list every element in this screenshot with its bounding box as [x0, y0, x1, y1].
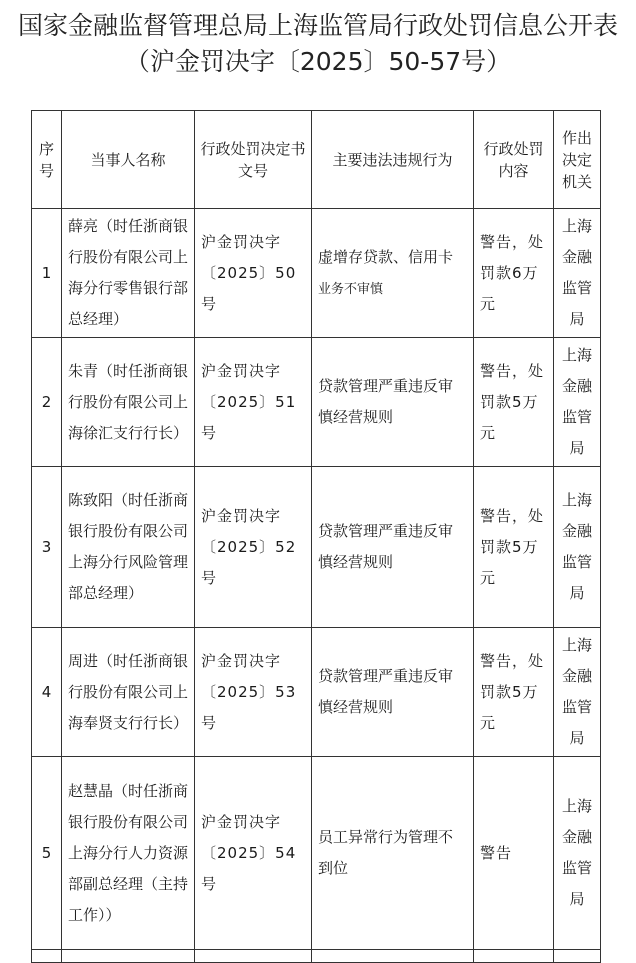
cell-org: 上海金融监管局	[554, 209, 601, 338]
table-row	[32, 757, 601, 950]
cell-party: 赵慧晶（时任浙商银行股份有限公司上海分行人力资源部副总经理（主持工作））	[62, 757, 195, 950]
cell-penalty: 警告，处罚款5万元	[474, 467, 554, 628]
cell-org: 上海金融监管局	[554, 467, 601, 628]
cell-doc: 沪金罚决字〔2025〕51号	[195, 338, 312, 467]
cell-doc: 沪金罚决字〔2025〕53号	[195, 628, 312, 757]
violation-small: 业务不审慎	[318, 281, 384, 297]
cell-violation	[312, 209, 474, 338]
cell-violation: 员工异常行为管理不到位	[312, 757, 474, 950]
cell-doc: 沪金罚决字〔2025〕54号	[195, 757, 312, 950]
cell-penalty: 警告，处罚款5万元	[474, 628, 554, 757]
cell-empty	[474, 950, 554, 963]
header-num: 序号	[32, 111, 62, 209]
cell-party: 周进（时任浙商银行股份有限公司上海奉贤支行行长）	[62, 628, 195, 757]
table-row-partial	[32, 950, 601, 963]
title-line-1: 国家金融监督管理总局上海监管局行政处罚信息公开表	[17, 11, 618, 40]
header-penalty: 行政处罚内容	[474, 111, 554, 209]
cell-violation: 贷款管理严重违反审慎经营规则	[312, 338, 474, 467]
header-doc: 行政处罚决定书文号	[195, 111, 312, 209]
table-row	[32, 467, 601, 628]
cell-doc: 沪金罚决字〔2025〕52号	[195, 467, 312, 628]
header-party: 当事人名称	[62, 111, 195, 209]
cell-empty	[32, 950, 62, 963]
cell-violation: 贷款管理严重违反审慎经营规则	[312, 628, 474, 757]
cell-doc: 沪金罚决字〔2025〕50号	[195, 209, 312, 338]
table-row	[32, 209, 601, 338]
cell-empty	[554, 950, 601, 963]
cell-num: 1	[32, 209, 62, 338]
header-violation: 主要违法违规行为	[312, 111, 474, 209]
cell-party: 薛亮（时任浙商银行股份有限公司上海分行零售银行部总经理）	[62, 209, 195, 338]
table-header-row	[32, 111, 601, 209]
cell-org: 上海金融监管局	[554, 338, 601, 467]
cell-num: 4	[32, 628, 62, 757]
table-row	[32, 338, 601, 467]
cell-empty	[312, 950, 474, 963]
cell-org: 上海金融监管局	[554, 628, 601, 757]
page-title	[0, 8, 636, 80]
cell-party: 陈致阳（时任浙商银行股份有限公司上海分行风险管理部总经理）	[62, 467, 195, 628]
cell-num: 5	[32, 757, 62, 950]
cell-num: 2	[32, 338, 62, 467]
cell-violation: 贷款管理严重违反审慎经营规则	[312, 467, 474, 628]
cell-empty	[195, 950, 312, 963]
cell-penalty: 警告	[474, 757, 554, 950]
cell-party: 朱青（时任浙商银行股份有限公司上海徐汇支行行长）	[62, 338, 195, 467]
penalty-table	[31, 110, 601, 963]
title-line-2: （沪金罚决字〔2025〕50-57号）	[124, 47, 512, 76]
cell-empty	[62, 950, 195, 963]
header-org: 作出决定机关	[554, 111, 601, 209]
cell-num: 3	[32, 467, 62, 628]
table-row	[32, 628, 601, 757]
violation-main: 虚增存贷款、信用卡	[318, 247, 454, 266]
cell-org: 上海金融监管局	[554, 757, 601, 950]
cell-penalty: 警告，处罚款5万元	[474, 338, 554, 467]
cell-penalty: 警告，处罚款6万元	[474, 209, 554, 338]
